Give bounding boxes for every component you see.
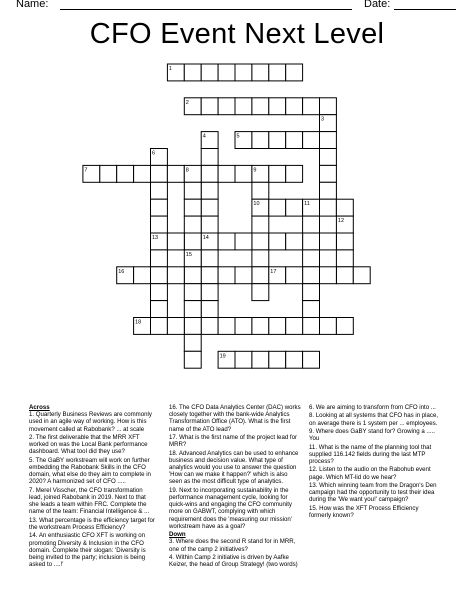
grid-cell[interactable] [303,301,320,318]
clue-number: 13 [152,235,159,241]
grid-cell[interactable] [151,267,168,284]
grid-cell[interactable] [201,216,218,233]
grid-cell[interactable] [336,250,353,267]
grid-cell[interactable] [184,199,201,216]
clue-number: 17 [270,268,277,275]
grid-cell[interactable] [235,98,252,115]
grid-cell[interactable] [151,284,168,301]
clue-down-12: 12. Listen to the audio on the Rabohub event page. Which MT-lid do we hear? [309,466,431,481]
grid-cell[interactable] [336,233,353,250]
grid-cell[interactable] [252,318,269,335]
grid-cell[interactable] [252,250,269,267]
grid-cell[interactable] [184,318,201,335]
grid-cell[interactable] [201,98,218,115]
grid-cell[interactable] [167,318,184,335]
grid-cell[interactable] [201,165,218,182]
grid-cell[interactable] [167,233,184,250]
grid-cell[interactable] [303,351,320,368]
clue-number: 2 [185,99,189,106]
grid-cell[interactable] [218,267,235,284]
grid-cell[interactable] [151,250,168,267]
clue-across-5: 5. The GaBY workstream will work on further embedding the Rabobank Skills in the CFO domain, what else do they aim to complete in 2020? A harmonized set of CFO ..... [29,456,151,486]
grid-cell[interactable] [336,318,353,335]
down-heading: Down [169,531,186,539]
grid-cell[interactable] [235,267,252,284]
grid-cell[interactable] [235,233,252,250]
grid-cell[interactable] [201,267,218,284]
grid-cell[interactable] [235,165,252,182]
clue-number: 10 [253,201,260,208]
grid-cell[interactable] [252,98,269,115]
grid-cell[interactable] [286,132,303,149]
grid-cell[interactable] [184,216,201,233]
grid-cell[interactable] [269,233,286,250]
clue-down-13: 13. Which winning team from the Dragon's Den campaign had the opportunity to test their idea during the 'We want you!' campaign? [309,481,437,504]
down-clues-column-3 [309,404,441,520]
grid-cell[interactable] [201,301,218,318]
puzzle-title: CFO Event Next Level [89,18,385,50]
grid-cell[interactable] [235,64,252,81]
grid-cell[interactable] [184,64,201,81]
grid-cell[interactable] [336,267,353,284]
grid-cell[interactable] [252,267,269,284]
clue-number: 9 [253,167,257,174]
clue-number: 15 [185,251,192,258]
grid-cell[interactable] [235,318,252,335]
clue-down-6: 6. We are aiming to transform from CFO into ... [309,404,436,411]
grid-cell[interactable] [320,132,337,149]
grid-cell[interactable] [151,301,168,318]
grid-cell[interactable] [269,64,286,81]
grid-cell[interactable] [184,233,201,250]
clue-across-16: 16. The CFO Data Analytics Center (DAC) works closely together with the bank-wide Analytics Transformation Office (ATO). What is the first name of the ATO lead? [169,404,301,433]
clue-number: 12 [337,218,345,225]
grid-cell[interactable] [167,165,184,182]
clue-number: 6 [152,150,156,157]
grid-cell[interactable] [320,182,337,199]
grid-cell[interactable] [218,98,235,115]
grid-cell[interactable] [320,165,337,182]
clue-number: 5 [236,133,240,140]
grid-cell[interactable] [134,267,151,284]
name-label: Name: [16,0,49,10]
clue-number: 11 [304,201,310,208]
clues-column-2 [169,404,301,570]
grid-cell[interactable] [201,284,218,301]
grid-cell[interactable] [252,64,269,81]
across-clues-column-1 [29,404,157,570]
grid-cell[interactable] [303,98,320,115]
clue-number: 18 [135,319,142,326]
grid-cell[interactable] [184,182,201,199]
grid-cell[interactable] [218,318,235,335]
grid-cell[interactable] [320,149,337,166]
grid-cell[interactable] [184,351,201,368]
grid-cell[interactable] [320,233,337,250]
clue-across-2: 2. The first deliverable that the MRR XFT worked on was the Local Bank performance dashboard. What tool did they use? [29,434,148,456]
clue-number: 4 [202,133,206,140]
grid-cell[interactable] [201,64,218,81]
date-label: Date: [364,0,391,10]
grid-cell[interactable] [201,199,218,216]
clue-down-8: 8. Looking at all systems that CFO has in place, on average there is 1 system per ... employees. [309,412,439,427]
grid-cell[interactable] [353,267,370,284]
grid-cell[interactable] [252,216,269,233]
clue-down-11: 11. What is the name of the planning tool that supplied 116.142 fields during the last MTP process? [309,443,432,465]
grid-cell[interactable] [269,351,286,368]
grid-cell[interactable] [320,98,337,115]
grid-cell[interactable] [184,301,201,318]
grid-cell[interactable] [320,318,337,335]
grid-cell[interactable] [151,199,168,216]
grid-cell[interactable] [303,250,320,267]
grid-cell[interactable] [336,199,353,216]
clue-down-3: 3. Where does the second R stand for in MRR, one of the camp 2 initiatives? [169,538,296,553]
grid-cell[interactable] [252,182,269,199]
grid-cell[interactable] [286,233,303,250]
clue-across-19: 19. Next to incorporating sustainability in the performance management cycle, looking for quick-wins and engaging the CFO community more on GABWT, complying with which requirement does the 'measuring our mission' workstream have as a goal? [169,486,292,530]
grid-cell[interactable] [218,233,235,250]
grid-cell[interactable] [252,284,269,301]
grid-cell[interactable] [303,233,320,250]
clue-number: 14 [202,235,209,241]
grid-cell[interactable] [134,165,151,182]
grid-cell[interactable] [218,165,235,182]
clue-across-18: 18. Advanced Analytics can be used to enhance business and decision value. What type of analytics would you use to answer the question 'How can we make it happen?' which is also seen as the most difficult type of analytics. [169,449,299,486]
clue-across-7: 7. Merel Visscher, the CFO transformation lead, joined Rabobank in 2019. Next to that she leads a team within FRC. Complete the name of the team: Financial Intelligence & ... [29,486,150,516]
clue-across-1: 1. Quarterly Business Reviews are commonly used in an agile way of working. How is this movement called at Rabobank? ... at scale [29,411,152,433]
clue-number: 3 [321,116,325,123]
clue-across-17: 17. What is the first name of the project lead for MRR? [169,434,298,449]
clue-number: 19 [219,353,226,360]
clue-down-4: 4. Within Camp 2 initiative is driven by Aafke Keizer, the head of Group Strategy! (two words) [169,554,298,569]
grid-cell[interactable] [286,199,303,216]
grid-cell[interactable] [167,267,184,284]
clue-down-9: 9. Where does GaBY stand for? Growing a ..... You [309,427,435,443]
clue-down-15: 15. How was the XFT Process Efficiency formerly known? [309,504,419,519]
clue-number: 8 [185,167,189,174]
grid-cell[interactable] [100,165,117,182]
grid-cell[interactable] [184,267,201,284]
clue-number: 1 [168,66,172,72]
grid-cell[interactable] [151,165,168,182]
grid-cell[interactable] [269,98,286,115]
grid-cell[interactable] [286,318,303,335]
clue-number: 16 [118,268,125,275]
across-heading: Across [29,404,50,411]
grid-cell[interactable] [235,351,252,368]
grid-cell[interactable] [252,233,269,250]
grid-cell[interactable] [286,165,303,182]
grid-cell[interactable] [320,267,337,284]
grid-cell[interactable] [303,267,320,284]
grid-cell[interactable] [269,165,286,182]
grid-cell[interactable] [286,351,303,368]
grid-cell[interactable] [252,132,269,149]
grid-cell[interactable] [286,64,303,81]
grid-cell[interactable] [151,216,168,233]
grid-cell[interactable] [184,334,201,351]
grid-cell[interactable] [286,98,303,115]
grid-cell[interactable] [201,250,218,267]
grid-cell[interactable] [286,267,303,284]
grid-cell[interactable] [184,284,201,301]
grid-cell[interactable] [303,216,320,233]
grid-cell[interactable] [151,318,168,335]
grid-cell[interactable] [269,318,286,335]
grid-cell[interactable] [201,318,218,335]
grid-cell[interactable] [151,182,168,199]
clue-across-14: 14. An enthusiastic CFO XFT is working on promoting Diversity & Inclusion in the CFO domain. Complete their slogan: 'Diversity is being invited to the party; inclusion is being asked to ....!' [29,532,146,569]
grid-cell[interactable] [269,199,286,216]
grid-cell[interactable] [201,182,218,199]
grid-cell[interactable] [269,132,286,149]
grid-cell[interactable] [117,165,134,182]
clue-across-13: 13. What percentage is the efficiency target for the workstream Process Efficiency? [29,516,155,531]
clue-number: 7 [84,167,88,174]
grid-cell[interactable] [252,351,269,368]
grid-cell[interactable] [303,284,320,301]
grid-cell[interactable] [320,199,337,216]
grid-cell[interactable] [303,132,320,149]
grid-cell[interactable] [218,64,235,81]
grid-cell[interactable] [201,149,218,166]
grid-cell[interactable] [303,318,320,335]
